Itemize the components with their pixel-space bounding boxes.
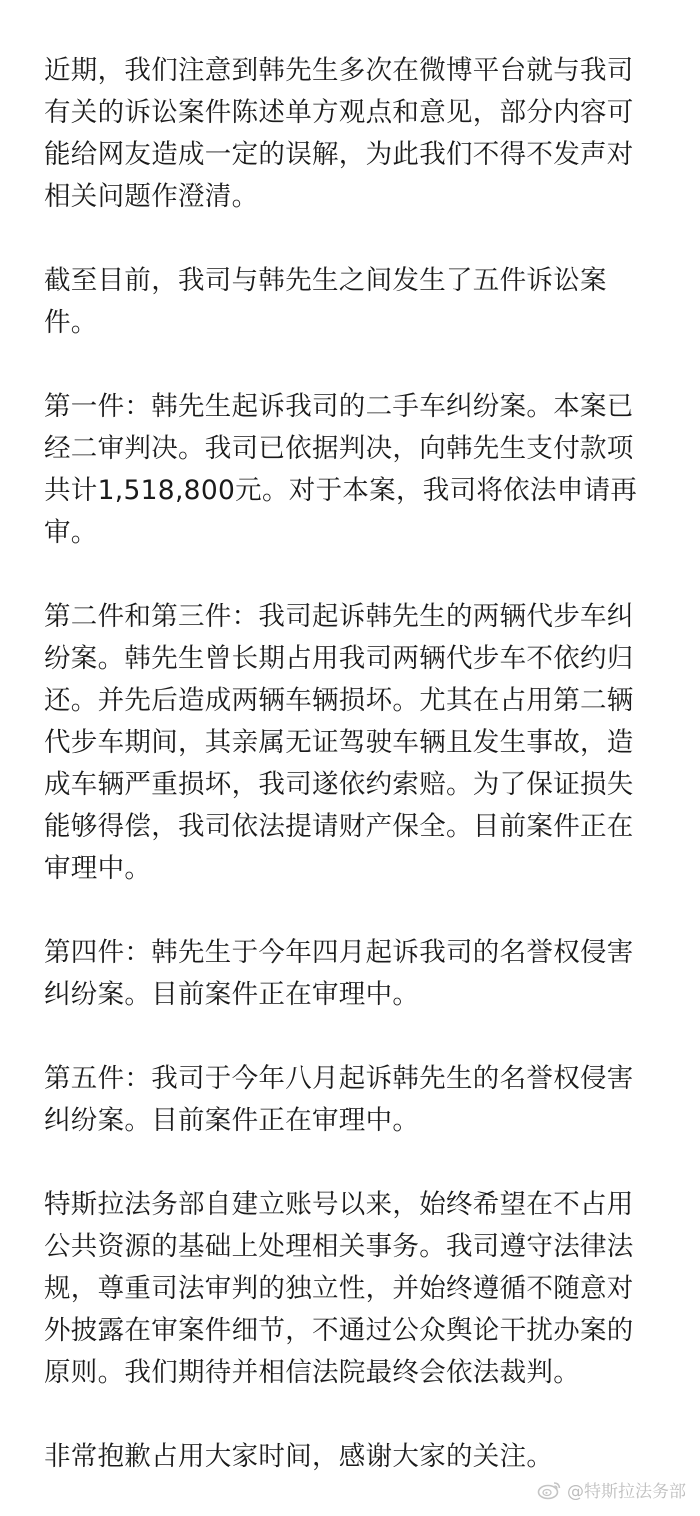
paragraph-case-4: 第四件：韩先生于今年四月起诉我司的名誉权侵害纠纷案。目前案件正在审理中。 xyxy=(44,937,634,1010)
paragraph-case-1: 第一件：韩先生起诉我司的二手车纠纷案。本案已经二审判决。我司已依据判决，向韩先生支付款项共计1,518,800元。对于本案，我司将依法申请再审。 xyxy=(44,391,638,548)
paragraph-case-count: 截至目前，我司与韩先生之间发生了五件诉讼案件。 xyxy=(44,265,607,338)
weibo-watermark xyxy=(537,1477,686,1502)
paragraph-intro: 近期，我们注意到韩先生多次在微博平台就与我司有关的诉讼案件陈述单方观点和意见，部分内容可能给网友造成一定的误解，为此我们不得不发声对相关问题作澄清。 xyxy=(44,55,634,212)
watermark-text: @特斯拉法务部 xyxy=(567,1482,686,1502)
paragraph-case-5: 第五件：我司于今年八月起诉韩先生的名誉权侵害纠纷案。目前案件正在审理中。 xyxy=(44,1063,634,1136)
paragraph-case-2-3: 第二件和第三件：我司起诉韩先生的两辆代步车纠纷案。韩先生曾长期占用我司两辆代步车不依约归还。并先后造成两辆车辆损坏。尤其在占用第二辆代步车期间，其亲属无证驾驶车辆且发生事故，造成车辆严重损坏，我司遂依约索赔。为了保证损失能够得偿，我司依法提请财产保全。目前案件正在审理中。 xyxy=(44,601,634,884)
paragraph-principles: 特斯拉法务部自建立账号以来，始终希望在不占用公共资源的基础上处理相关事务。我司遵守法律法规，尊重司法审判的独立性，并始终遵循不随意对外披露在审案件细节，不通过公众舆论干扰办案的原则。我们期待并相信法院最终会依法裁判。 xyxy=(44,1189,634,1388)
weibo-logo-icon xyxy=(537,1480,563,1500)
statement-body xyxy=(44,50,659,1478)
paragraph-closing: 非常抱歉占用大家时间，感谢大家的关注。 xyxy=(44,1441,554,1472)
